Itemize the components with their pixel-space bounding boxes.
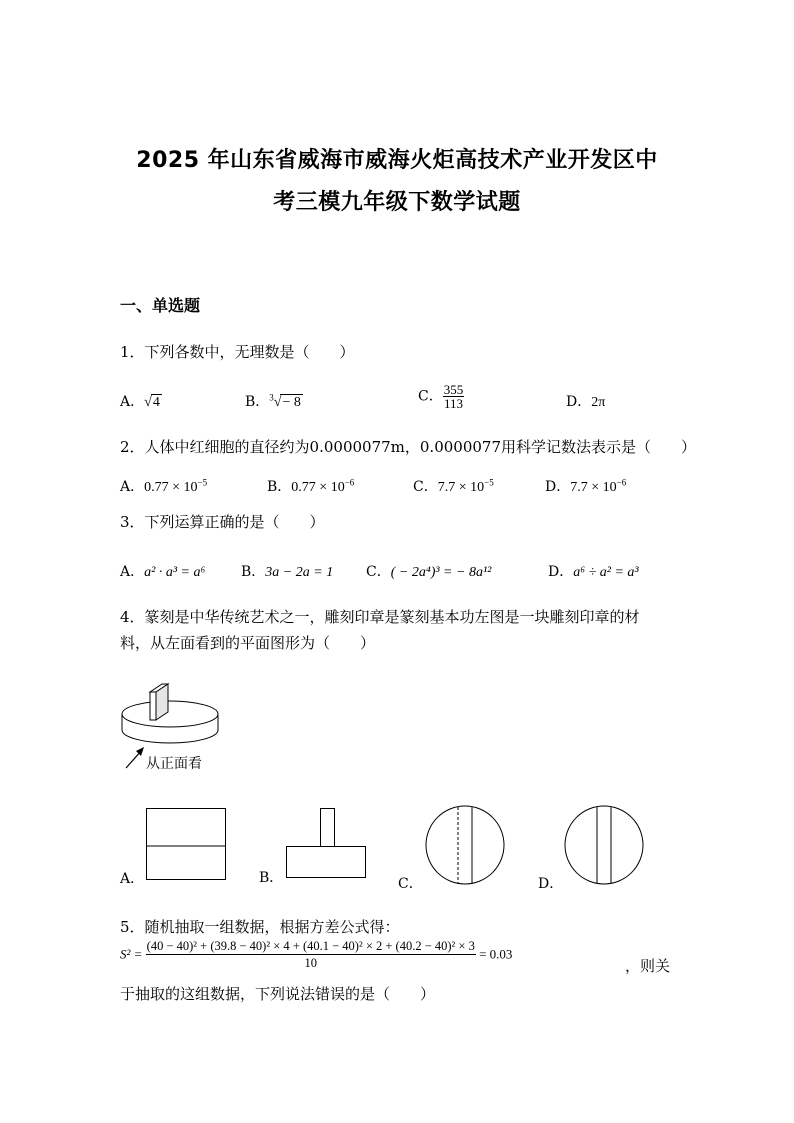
q3-option-c: C．( − 2a⁴)³ = − 8a¹² [366,564,492,580]
q4-option-a-figure [146,808,226,880]
question-5-tail: ，则关 [625,957,671,975]
variance-formula: S² = (40 − 40)² + (39.8 − 40)² × 4 + (40.1 − 40)² × 2 + (40.2 − 40)² × 3 10 = 0.03 [120,939,513,970]
title-line-2: 考三模九年级下数学试题 [273,190,521,215]
q4-option-d-label: D． [538,876,564,892]
q4-option-b-figure [286,808,366,878]
question-5-stem: 5．随机抽取一组数据，根据方差公式得： [120,918,400,936]
q4-option-b-label: B． [259,870,284,886]
variance-fraction: (40 − 40)² + (39.8 − 40)² × 4 + (40.1 − 40)² × 2 + (40.2 − 40)² × 3 10 [146,939,475,970]
q4-option-d-figure [564,801,644,889]
fraction: $\frac{355}{113}$ [443,382,464,411]
question-3-stem: 3．下列运算正确的是（ ） [120,513,325,531]
q2-option-d: D．$7.7 \times 10^{-6}$ [545,477,627,495]
question-2-stem: 2．人体中红细胞的直径约为0.0000077m，0.0000077用科学记数法表示是（ ） [120,438,697,456]
question-4-stem-line-2: 料，从左面看到的平面图形为（ ） [120,634,376,652]
section-heading: 一、单选题 [120,296,201,315]
front-view-label: 从正面看 [146,756,202,772]
q4-option-c-label: C． [398,876,423,892]
q1-option-b: B．$^3$√− 8 [245,392,301,410]
question-5-line-2: 于抽取的这组数据，下列说法错误的是（ ） [120,985,436,1003]
question-1-stem: 1．下列各数中，无理数是（ ） [120,343,355,361]
q1-option-c: C． $\frac{355}{113}$ [418,382,464,411]
q2-option-c: C．$7.7 \times 10^{-5}$ [413,477,494,495]
question-4-stem-line-1: 4．篆刻是中华传统艺术之一，雕刻印章是篆刻基本功左图是一块雕刻印章的材 [120,608,640,626]
q2-option-b: B．$0.77 \times 10^{-6}$ [267,477,355,495]
q3-option-d: D．a⁶ ÷ a² = a³ [548,564,639,580]
title-line-1: 2025 年山东省威海市威海火炬高技术产业开发区中 [136,148,658,173]
q1-option-d: D．2π [566,394,606,410]
q4-option-c-figure [425,801,505,889]
q2-option-a: A．$0.77 \times 10^{-5}$ [120,477,208,495]
q3-option-a: A．a² · a³ = a⁶ [120,564,206,580]
q4-option-a-label: A． [120,871,145,887]
q3-option-b: B．3a − 2a = 1 [241,564,334,580]
q1-option-a: A．√4 [120,394,160,410]
